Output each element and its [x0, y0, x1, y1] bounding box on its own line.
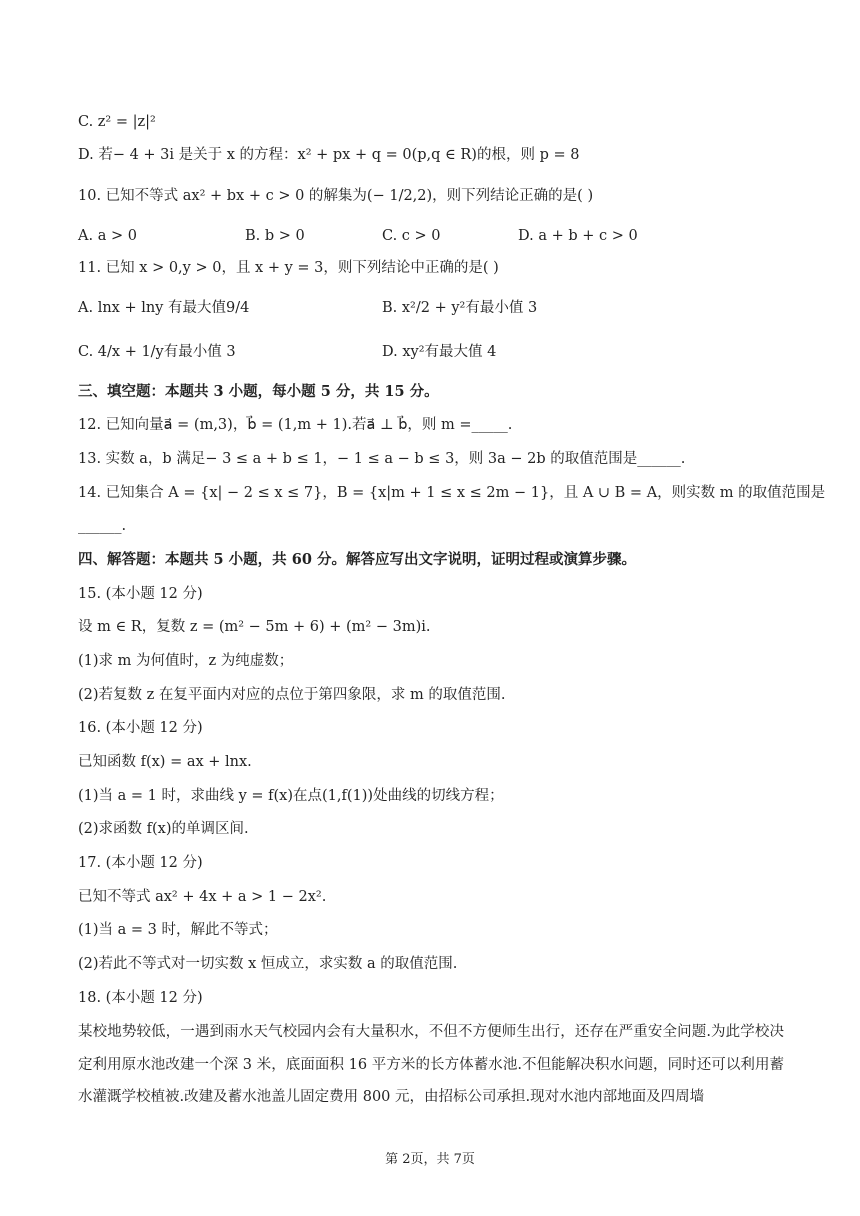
section-answer-heading: 四、解答题：本题共 5 小题，共 60 分。解答应写出文字说明，证明过程或演算步骤。	[78, 551, 636, 568]
page-footer: 第 2页，共 7页	[385, 1152, 475, 1167]
q18-header: 18. (本小题 12 分)	[78, 990, 203, 1006]
section-fill-blank-heading: 三、填空题：本题共 3 小题，每小题 5 分，共 15 分。	[78, 383, 439, 400]
q11-stem: 11. 已知 x > 0,y > 0，且 x + y = 3，则下列结论中正确的是( )	[78, 260, 499, 276]
q16-part1: (1)当 a = 1 时，求曲线 y = f(x)在点(1,f(1))处曲线的切线方程；	[78, 788, 504, 804]
q9-option-d: D. 若− 4 + 3i 是关于 x 的方程：x² + px + q = 0(p,q ∈ R)的根，则 p = 8	[78, 147, 580, 163]
q11-option-b: B. x²/2 + y²有最小值 3	[382, 300, 538, 316]
q16-part2: (2)求函数 f(x)的单调区间.	[78, 821, 249, 837]
q17-stem: 已知不等式 ax² + 4x + a > 1 − 2x².	[78, 889, 327, 905]
q15-part2: (2)若复数 z 在复平面内对应的点位于第四象限，求 m 的取值范围.	[78, 687, 506, 703]
q15-part1: (1)求 m 为何值时，z 为纯虚数；	[78, 653, 294, 669]
q11-option-c: C. 4/x + 1/y有最小值 3	[78, 344, 236, 360]
q11-option-a: A. lnx + lny 有最大值9/4	[78, 300, 250, 316]
q14-blank: ______.	[78, 518, 127, 534]
q9-option-c: C. z² = |z|²	[78, 114, 156, 130]
q13-stem: 13. 实数 a，b 满足− 3 ≤ a + b ≤ 1，− 1 ≤ a − b ≤ 3，则 3a − 2b 的取值范围是______.	[78, 451, 686, 467]
q18-paragraph: 某校地势较低，一遇到雨水天气校园内会有大量积水，不但不方便师生出行，还存在严重安全问题.为此学校决定利用原水池改建一个深 3 米，底面面积 16 平方米的长方体蓄水池.不但能解决积水问题，同时还可以利用蓄水灌溉学校植被.改建及蓄水池盖儿固定费用 800 元，由招标公司承担.现对水池内部地面及四周墙	[78, 1024, 784, 1105]
q10-stem: 10. 已知不等式 ax² + bx + c > 0 的解集为(− 1/2,2)，则下列结论正确的是( )	[78, 188, 594, 204]
q14-stem: 14. 已知集合 A = {x| − 2 ≤ x ≤ 7}，B = {x|m + 1 ≤ x ≤ 2m − 1}，且 A ∪ B = A，则实数 m 的取值范围是	[78, 485, 826, 501]
q17-header: 17. (本小题 12 分)	[78, 855, 203, 871]
q15-stem: 设 m ∈ R，复数 z = (m² − 5m + 6) + (m² − 3m)i.	[78, 619, 431, 635]
q16-stem: 已知函数 f(x) = ax + lnx.	[78, 754, 252, 770]
q17-part1: (1)当 a = 3 时，解此不等式；	[78, 922, 278, 938]
q10-option-c: C. c > 0	[382, 228, 441, 244]
q10-option-d: D. a + b + c > 0	[518, 228, 638, 244]
q12-stem: 12. 已知向量a⃗ = (m,3)，b⃗ = (1,m + 1).若a⃗ ⊥ b⃗，则 m =_____.	[78, 417, 513, 433]
q17-part2: (2)若此不等式对一切实数 x 恒成立，求实数 a 的取值范围.	[78, 956, 458, 972]
q11-option-d: D. xy²有最大值 4	[382, 344, 497, 360]
q15-header: 15. (本小题 12 分)	[78, 586, 203, 602]
q16-header: 16. (本小题 12 分)	[78, 720, 203, 736]
q10-option-a: A. a > 0	[78, 228, 137, 244]
q10-option-b: B. b > 0	[245, 228, 305, 244]
